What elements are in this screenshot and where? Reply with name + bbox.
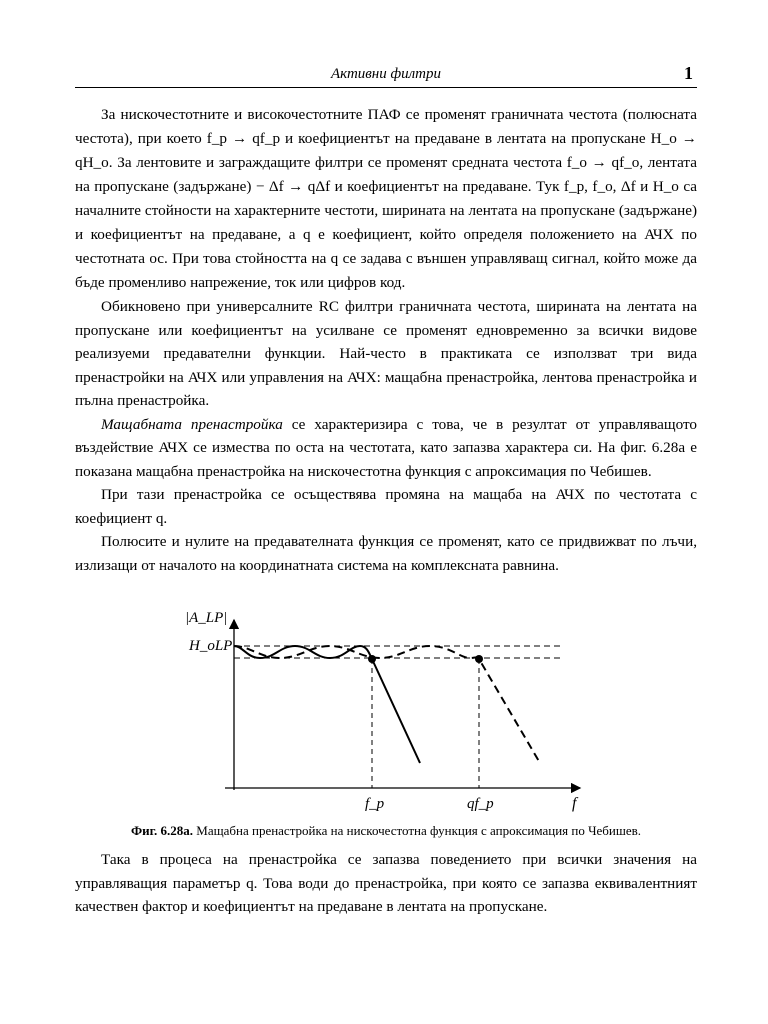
- paragraph-1-text: За нискочестотните и високочестотните ПАФ се променят граничната честота (полюсната честота), при което f_p → qf_p и коефициентът на предаване в лентата на пропускане H_o → qH_o. За лентовите и заграждащите филтри се променят средната честота f_o → qf_o, лентата на пропускане (задържане) − Δf → qΔf и коефициентът на предаване. Тук f_p, f_o, Δf и H_o са началните стойности на характерните честоти, ширината на лентата на пропускане (задържане) и коефициентът на предаване, а q е коефициент, който определя положението на АЧХ по честотната ос. При това стойността на q се задава с външен управляващ сигнал, който може да бъде променливо напрежение, ток или цифров код.: [75, 106, 697, 291]
- page-number: 1: [684, 63, 693, 83]
- paragraph-1: [75, 103, 697, 295]
- original-response-curve: [234, 646, 420, 763]
- h-level-label: H_oLP: [189, 638, 233, 654]
- afc-diagram: [75, 598, 697, 818]
- y-axis-label: |A_LP|: [185, 610, 228, 626]
- qfp-point: [475, 655, 483, 663]
- retuned-response-curve: [234, 646, 540, 763]
- fp-tick-label: f_p: [365, 796, 385, 812]
- header-title: Активни филтри: [330, 66, 442, 82]
- figure-caption: [75, 823, 697, 839]
- paragraph-6-text: Така в процеса на пренастройка се запазва поведението при всички значения на управляващия параметър q. Това води до пренастройка, при която се запазва еквивалентният качествен фактор и коефициентът на предаване в лентата на пропускане.: [75, 851, 697, 915]
- paragraph-2: [75, 295, 697, 413]
- paragraph-5-text: Полюсите и нулите на предавателната функция се променят, като се придвижват по лъчи, излизащи от началото на координатната система на комплексната равнина.: [75, 533, 697, 574]
- qfp-tick-label: qf_p: [467, 796, 494, 812]
- caption-text: Мащабна пренастройка на нискочестотна функция с апроксимация по Чебишев.: [193, 823, 642, 838]
- paragraph-2-text: Обикновено при универсалните RC филтри граничната честота, ширината на лентата на пропускане или коефициентът на усилване се променят едновременно за всички видове реализуеми предавателни функции. Най-често в практиката се използват три вида пренастройки на АЧХ или управления на АЧХ: мащабна пренастройка, лентова пренастройка и пълна пренастройка.: [75, 298, 697, 409]
- paragraph-4: [75, 483, 697, 530]
- paragraph-6: [75, 848, 697, 919]
- caption-number: Фиг. 6.28а.: [130, 823, 194, 838]
- running-header: [75, 63, 697, 88]
- paragraph-3-text: се характеризира с това, че в резултат от управляващото въздействие АЧХ се измества по оста на честотата, като запазва характера си. На фиг. 6.28а е показана мащабна пренастройка на нискочестотна функция с апроксимация по Чебишев.: [75, 415, 697, 480]
- closing-text: [75, 848, 697, 919]
- figure-6-28a: [75, 598, 697, 818]
- term-scale-retuning: Мащабната пренастройка: [101, 415, 283, 433]
- fp-point: [368, 655, 376, 663]
- paragraph-4-text: При тази пренастройка се осъществява промяна на мащаба на АЧХ по честотата с коефициент q.: [75, 486, 697, 527]
- x-axis-label: f: [572, 795, 577, 812]
- paragraph-5: [75, 530, 697, 577]
- paragraph-3: [75, 413, 697, 484]
- main-text: [75, 103, 697, 577]
